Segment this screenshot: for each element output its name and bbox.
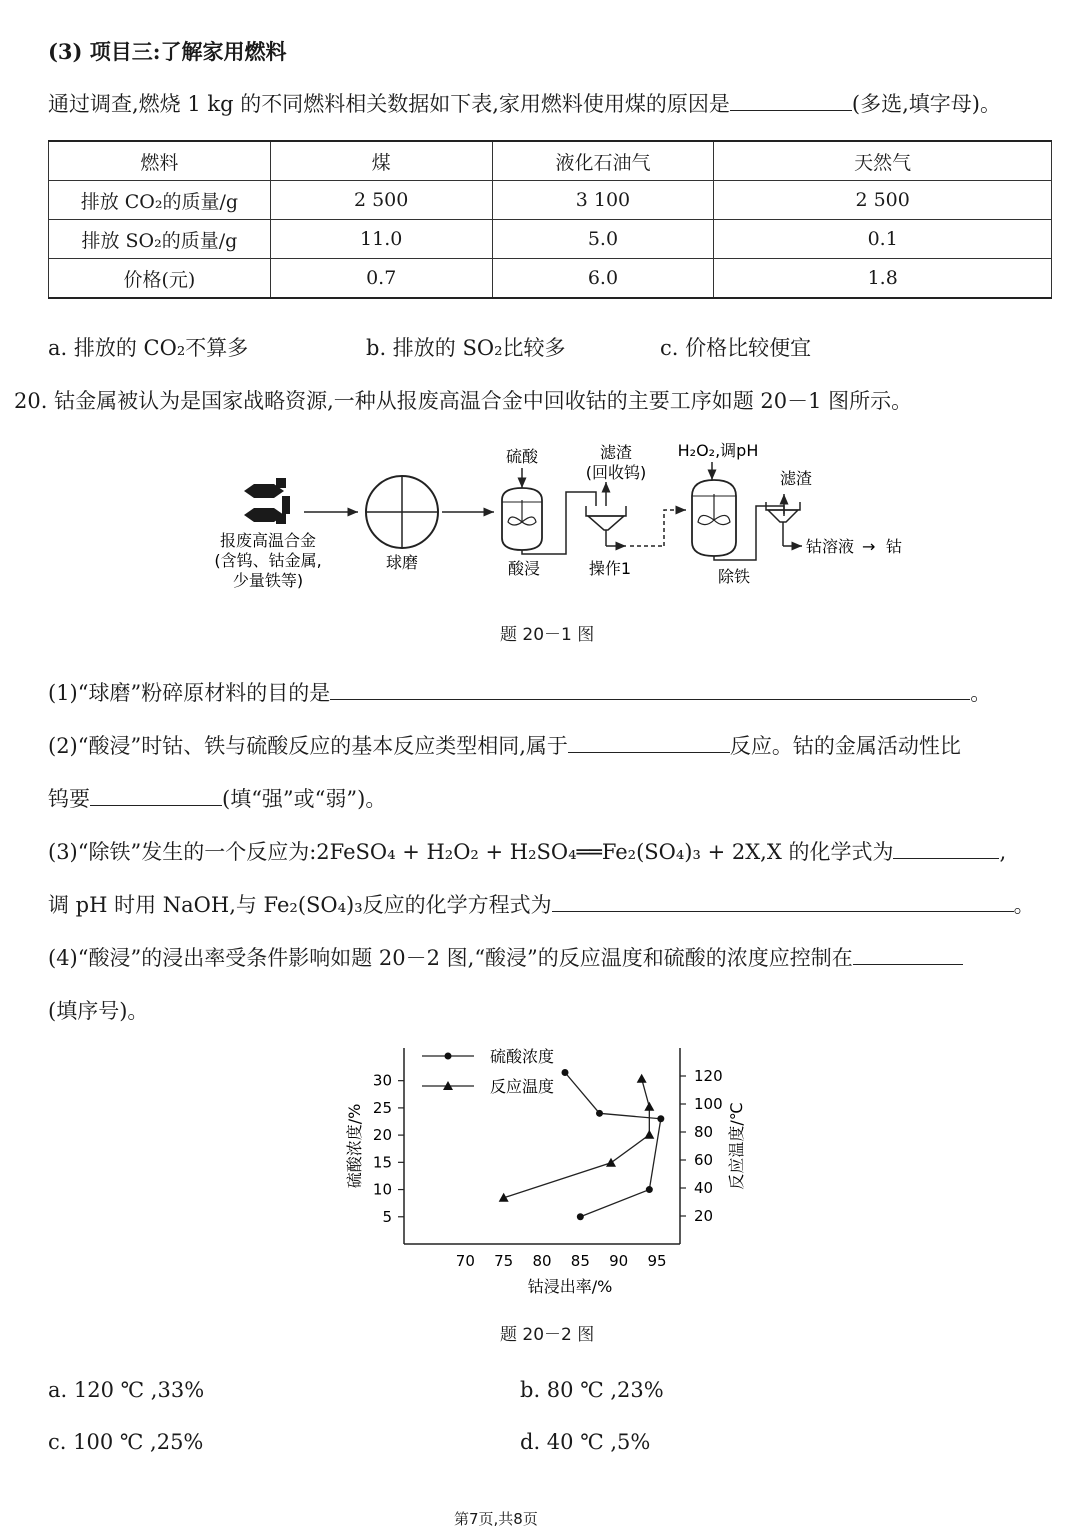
legend-label: 硫酸浓度 bbox=[490, 1047, 555, 1066]
data-point bbox=[577, 1213, 584, 1220]
q20-option-d: d. 40 ℃ ,5% bbox=[520, 1430, 651, 1454]
flow-line bbox=[714, 506, 784, 560]
cobalt-label: 钴 bbox=[886, 537, 903, 556]
table-header: 煤 bbox=[270, 141, 492, 181]
alloy-label: 少量铁等) bbox=[232, 571, 304, 590]
series-line bbox=[504, 1079, 650, 1198]
data-point bbox=[562, 1069, 569, 1076]
sub-question-2-cont bbox=[48, 783, 386, 813]
residue1-label: 滤渣 bbox=[599, 443, 633, 462]
sub-question-4 bbox=[48, 942, 963, 972]
table-row bbox=[49, 181, 1052, 220]
x-tick-label: 85 bbox=[570, 1252, 590, 1270]
y-left-tick-label: 10 bbox=[372, 1180, 392, 1199]
alloy-label: 报废高温合金 bbox=[219, 531, 317, 550]
y-right-tick-label: 20 bbox=[694, 1207, 714, 1225]
table-cell: 5.0 bbox=[492, 220, 714, 259]
y-axis-left-label: 硫酸浓度/% bbox=[345, 1103, 364, 1189]
y-left-tick-label: 20 bbox=[372, 1126, 392, 1145]
y-right-tick-label: 40 bbox=[694, 1179, 714, 1197]
option-a: a. 排放的 CO₂不算多 bbox=[48, 336, 249, 360]
table-cell: 11.0 bbox=[270, 220, 492, 259]
section3-question bbox=[48, 88, 1001, 118]
x-tick-label: 80 bbox=[532, 1252, 552, 1270]
table-cell: 2 500 bbox=[270, 181, 492, 220]
x-tick-label: 70 bbox=[455, 1252, 475, 1270]
sub1-text: (1)“球磨”粉碎原材料的目的是 bbox=[48, 681, 331, 705]
table-header: 天然气 bbox=[714, 141, 1052, 181]
answer-blank[interactable] bbox=[330, 679, 970, 700]
q20-option-b: b. 80 ℃ ,23% bbox=[520, 1378, 664, 1402]
table-header: 燃料 bbox=[49, 141, 271, 181]
option-c: c. 价格比较便宜 bbox=[660, 336, 812, 360]
residue2-label: 滤渣 bbox=[779, 469, 813, 488]
sub3-text: 调 pH 时用 NaOH,与 Fe₂(SO₄)₃反应的化学方程式为 bbox=[48, 893, 552, 917]
data-point bbox=[644, 1102, 654, 1111]
sub-question-2 bbox=[48, 730, 961, 760]
sub2-text: 钨要 bbox=[48, 787, 90, 811]
y-left-tick-label: 15 bbox=[372, 1153, 392, 1172]
answer-blank[interactable] bbox=[90, 785, 222, 806]
sub4-text-cont: (填序号)。 bbox=[48, 999, 149, 1023]
y-left-tick-label: 5 bbox=[382, 1207, 392, 1226]
alloy-label: (含钨、钴金属, bbox=[214, 551, 322, 570]
option-b: b. 排放的 SO₂比较多 bbox=[366, 336, 566, 360]
table-cell: 6.0 bbox=[492, 259, 714, 299]
section3-question-text: 通过调查,燃烧 1 kg 的不同燃料相关数据如下表,家用燃料使用煤的原因是 bbox=[48, 92, 730, 116]
x-tick-label: 90 bbox=[609, 1252, 629, 1270]
residue1-label: (回收钨) bbox=[585, 463, 647, 482]
table-cell: 3 100 bbox=[492, 181, 714, 220]
alloy-icon bbox=[244, 478, 290, 524]
sub1-end: 。 bbox=[970, 681, 992, 705]
answer-blank[interactable] bbox=[853, 944, 963, 965]
y-right-tick-label: 100 bbox=[694, 1095, 723, 1113]
chart-ticks bbox=[373, 1067, 723, 1270]
chart-legend bbox=[422, 1047, 554, 1096]
arrow-glyph: → bbox=[862, 537, 876, 556]
section3-heading: (3) 项目三:了解家用燃料 bbox=[48, 39, 287, 64]
flow-line bbox=[522, 492, 596, 554]
legend-label: 反应温度 bbox=[490, 1077, 555, 1096]
table-row bbox=[49, 220, 1052, 259]
acid-leach-label: 酸浸 bbox=[507, 559, 541, 578]
x-axis-label: 钴浸出率/% bbox=[527, 1277, 613, 1296]
sulfuric-acid-label: 硫酸 bbox=[505, 447, 539, 466]
sub-question-3-cont bbox=[48, 889, 1035, 919]
table-row-label: 排放 SO₂的质量/g bbox=[49, 220, 271, 259]
sub2-text: 反应。钴的金属活动性比 bbox=[729, 734, 961, 758]
answer-blank[interactable] bbox=[730, 90, 852, 111]
q20-option-c: c. 100 ℃ ,25% bbox=[48, 1430, 204, 1454]
process-flow-diagram bbox=[0, 430, 1080, 600]
h2o2-label: H₂O₂,调pH bbox=[677, 441, 759, 460]
data-point bbox=[596, 1110, 603, 1117]
ball-mill-label: 球磨 bbox=[385, 553, 419, 572]
section3-question-suffix: (多选,填字母)。 bbox=[851, 92, 1001, 116]
flow-arrow bbox=[664, 510, 686, 546]
sub2-text: (填“强”或“弱”)。 bbox=[222, 787, 387, 811]
q20-option-a: a. 120 ℃ ,33% bbox=[48, 1378, 205, 1402]
table-cell: 1.8 bbox=[714, 259, 1052, 299]
sub2-text: (2)“酸浸”时钴、铁与硫酸反应的基本反应类型相同,属于 bbox=[48, 734, 568, 758]
answer-blank[interactable] bbox=[893, 838, 999, 859]
sub4-text: (4)“酸浸”的浸出率受条件影响如题 20－2 图,“酸浸”的反应温度和硫酸的浓度应控制在 bbox=[48, 946, 853, 970]
y-left-tick-label: 30 bbox=[372, 1071, 392, 1090]
fig1-caption: 题 20－1 图 bbox=[500, 625, 595, 645]
filter-funnel-icon bbox=[766, 502, 800, 546]
filter-funnel-icon bbox=[586, 506, 626, 546]
page-footer: 第7页,共8页 bbox=[454, 1510, 538, 1528]
acid-leach-reactor-icon bbox=[502, 488, 542, 550]
sub-question-1 bbox=[48, 677, 991, 707]
data-point bbox=[644, 1130, 654, 1139]
q20-stem: 20. 钴金属被认为是国家战略资源,一种从报废高温合金中回收钴的主要工序如题 20－1 图所示。 bbox=[14, 389, 913, 413]
sub-question-3 bbox=[48, 836, 1006, 866]
table-row bbox=[49, 259, 1052, 299]
y-left-tick-label: 25 bbox=[372, 1098, 392, 1117]
x-tick-label: 95 bbox=[647, 1252, 667, 1270]
sub3-text: 。 bbox=[1013, 893, 1035, 917]
y-right-tick-label: 80 bbox=[694, 1123, 714, 1141]
y-axis-right-label: 反应温度/℃ bbox=[727, 1102, 746, 1190]
table-row-label: 排放 CO₂的质量/g bbox=[49, 181, 271, 220]
x-tick-label: 75 bbox=[494, 1252, 514, 1270]
fuel-table bbox=[48, 140, 1052, 299]
remove-iron-label: 除铁 bbox=[717, 567, 751, 586]
data-point bbox=[637, 1074, 647, 1083]
table-header-row bbox=[49, 141, 1052, 181]
data-point bbox=[606, 1158, 616, 1167]
ball-mill-icon bbox=[366, 476, 438, 548]
table-cell: 0.1 bbox=[714, 220, 1052, 259]
sub3-text: , bbox=[999, 840, 1007, 864]
table-row-label: 价格(元) bbox=[49, 259, 271, 299]
legend-marker bbox=[445, 1053, 452, 1060]
table-cell: 2 500 bbox=[714, 181, 1052, 220]
answer-blank[interactable] bbox=[552, 891, 1014, 912]
y-right-tick-label: 60 bbox=[694, 1151, 714, 1169]
table-header: 液化石油气 bbox=[492, 141, 714, 181]
answer-blank[interactable] bbox=[568, 732, 730, 753]
table-cell: 0.7 bbox=[270, 259, 492, 299]
leach-rate-chart bbox=[330, 1040, 770, 1300]
fig2-caption: 题 20－2 图 bbox=[500, 1325, 595, 1345]
y-right-tick-label: 120 bbox=[694, 1067, 723, 1085]
cobalt-solution-label: 钴溶液 bbox=[806, 537, 855, 556]
iron-removal-reactor-icon bbox=[692, 480, 736, 556]
sub3-text: (3)“除铁”发生的一个反应为:2FeSO₄ + H₂O₂ + H₂SO₄══Fe₂(SO₄)₃ + 2X,X 的化学式为 bbox=[48, 840, 894, 864]
data-point bbox=[657, 1115, 664, 1122]
operation1-label: 操作1 bbox=[588, 559, 632, 578]
data-point bbox=[646, 1186, 653, 1193]
